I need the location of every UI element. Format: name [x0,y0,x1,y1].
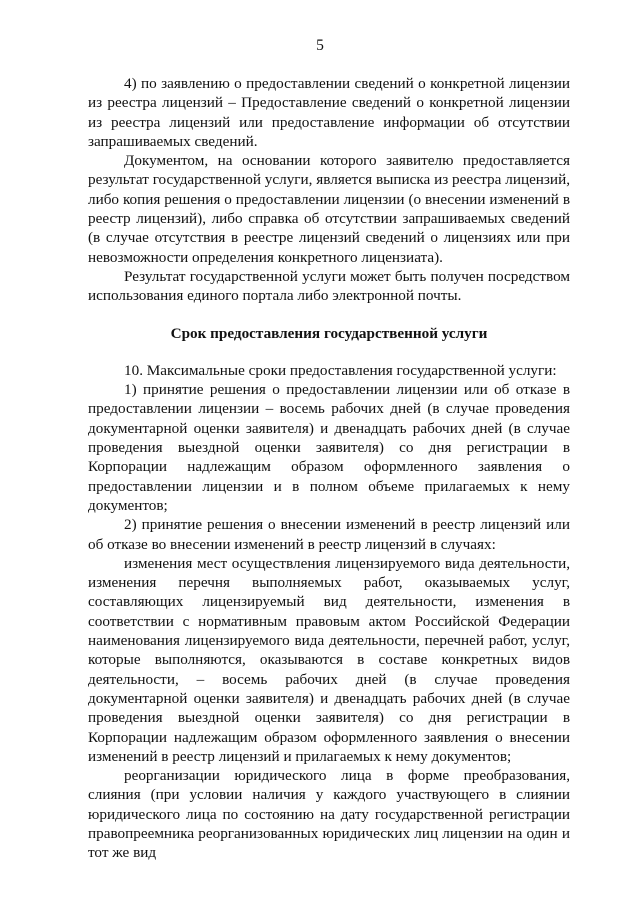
paragraph-result-delivery: Результат государственной услуги может быть получен посредством использования единого портала либо электронной почты. [88,267,570,305]
document-body [88,74,570,863]
paragraph-reorganization: реорганизации юридического лица в форме преобразования, слияния (при условии наличия у каждого участвующего в слиянии юридического лица по состоянию на дату государственной регистрации правопреемника реорганизованных юридических лиц лицензии на один и тот же вид [88,767,570,862]
section-heading: Срок предоставления государственной услуги [170,324,488,342]
paragraph-item-4: 4) по заявлению о предоставлении сведений о конкретной лицензии из реестра лицензий – Предоставление сведений о конкретной лицензии из реестра лицензий или предоставление информации об отсутствии запрашиваемых сведений. [88,75,570,150]
paragraph-subclause-1: 1) принятие решения о предоставлении лицензии или об отказе в предоставлении лицензии – восемь рабочих дней (в случае проведения документарной оценки заявителя) и двенадцать рабочих дней (в случае проведения выездной оценки заявителя) со дня регистрации в Корпорации надлежащим образом оформленного заявления о предоставлении лицензии и в полном объеме прилагаемых к нему документов; [88,381,570,514]
paragraph-subclause-2: 2) принятие решения о внесении изменений в реестр лицензий или об отказе во внесении изменений в реестр лицензий в случаях: [88,516,570,553]
paragraph-result-document: Документом, на основании которого заявителю предоставляется результат государственной услуги, является выписка из реестра лицензий, либо копия решения о предоставлении лицензии (о внесении изменений в реестр лицензий), либо справка об отсутствии запрашиваемых сведений (в случае отсутствия в реестре лицензий сведений о лицензиях или при невозможности определения конкретного лицензиата). [88,152,570,266]
paragraph-changes-places: изменения мест осуществления лицензируемого вида деятельности, изменения перечня выполняемых работ, оказываемых услуг, составляющих лицензируемый вид деятельности, изменения в соответствии с нормативным правовым актом Российской Федерации наименования лицензируемого вида деятельности, перечней работ, услуг, которые выполняются, оказываются в составе конкретных видов деятельности, – восемь рабочих дней (в случае проведения документарной оценки заявителя) и двенадцать рабочих дней (в случае проведения выездной оценки заявителя) со дня регистрации в Корпорации надлежащим образом оформленного заявления о внесении изменений в реестр лицензий и прилагаемых к нему документов; [88,554,570,765]
page-number: 5 [316,37,324,54]
paragraph-clause-10: 10. Максимальные сроки предоставления государственной услуги: [124,361,557,379]
